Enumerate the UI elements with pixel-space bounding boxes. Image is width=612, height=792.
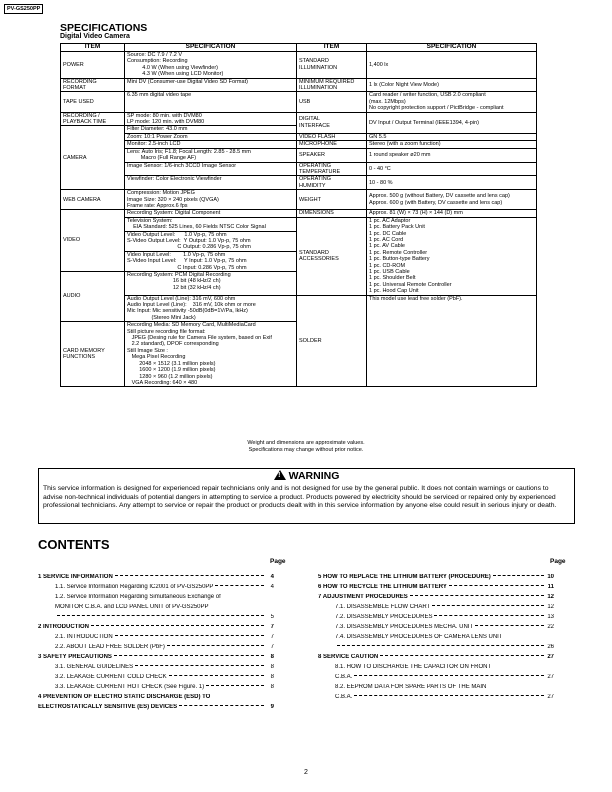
toc-page-number: 12 — [547, 604, 554, 610]
toc-leader — [57, 615, 264, 616]
toc-entry[interactable] — [318, 584, 554, 594]
spec-value-right: Approx. 81 (W) × 73 (H) × 144 (D) mm — [367, 210, 537, 217]
toc-entry-title: 2.2. ABOUT LEAD FREE SOLDER (PbF) — [55, 644, 165, 650]
toc-entry-title: C.B.A. — [335, 694, 353, 700]
toc-page-number: 22 — [547, 624, 554, 630]
contents-title: CONTENTS — [38, 537, 110, 552]
toc-entry[interactable] — [318, 644, 554, 654]
page-label-right: Page — [550, 558, 566, 565]
spec-value-left: Filter Diameter: 43.0 mm — [125, 126, 297, 133]
spec-row — [61, 133, 537, 140]
toc-page-number: 7 — [270, 634, 274, 640]
toc-entry[interactable] — [318, 634, 554, 644]
toc-leader — [475, 625, 544, 626]
spec-value-right: DV Input / Output Terminal (IEEE1394, 4-pin) — [367, 112, 537, 133]
toc-page-number: 8 — [270, 664, 274, 670]
toc-page-number: 13 — [547, 614, 554, 620]
toc-page-number: 7 — [270, 624, 274, 630]
toc-leader — [432, 605, 544, 606]
spec-header-row — [61, 44, 537, 52]
toc-entry[interactable] — [38, 674, 274, 684]
toc-leader — [493, 575, 544, 576]
toc-entry[interactable] — [38, 644, 274, 654]
toc-leader — [354, 675, 544, 676]
spec-value-left: Audio Output Level (Line): 316 mV, 600 ohm Audio Input Level (Line): 316 mV, 10k ohm or more Mic Input: Mic sensitivity -50dB(0dB=1V/Pa, lkHz) (Stereo Mini Jack) — [125, 295, 297, 322]
spec-value-right: 10 - 80 % — [367, 176, 537, 190]
toc-leader — [135, 665, 264, 666]
toc-entry[interactable] — [318, 674, 554, 684]
spec-value-left: Monitor: 2.5-inch LCD — [125, 141, 297, 148]
spec-value-left: Television System: EIA Standard: 525 Lines, 60 Fields NTSC Color Signal — [125, 217, 297, 231]
toc-entry[interactable] — [38, 614, 274, 624]
spec-item-right: DIMENSIONS — [297, 210, 367, 217]
toc-entry[interactable] — [318, 614, 554, 624]
model-label: PV-GS250PP — [4, 4, 43, 14]
toc-page-number: 5 — [270, 614, 274, 620]
spec-item-left: POWER — [61, 52, 125, 79]
toc-entry[interactable] — [38, 654, 274, 664]
spec-item-left: VIDEO — [61, 210, 125, 272]
spec-row — [61, 78, 537, 92]
toc-page-number: 7 — [270, 644, 274, 650]
spec-value-left: Compression: Motion JPEG Image Size: 320 × 240 pixels (QVGA) Frame rate: Approx.6 fps — [125, 190, 297, 210]
header-item-right: ITEM — [297, 44, 367, 52]
toc-page-number: 8 — [270, 674, 274, 680]
spec-value-left: Zoom: 10:1 Power Zoom — [125, 133, 297, 140]
toc-entry-title: 2 INTRODUCTION — [38, 624, 89, 630]
spec-value-right: GN 5.5 — [367, 133, 537, 140]
toc-entry[interactable] — [318, 594, 554, 604]
page-number: 2 — [304, 769, 308, 776]
spec-value-right: 1 pc. AC Adaptor 1 pc. Battery Pack Unit 1 pc. DC Cable 1 pc. AC Cord 1 pc. AV Cable 1 pc. Remote Controller 1 pc. Button-type Battery 1 pc. CD-ROM 1 pc. USB Cable 1 pc. Shoulder Belt 1 pc. Universal Remote Controller 1 pc. Hood Cap Unit — [367, 217, 537, 295]
toc-entry[interactable] — [318, 624, 554, 634]
toc-entry-title: 1 SERVICE INFORMATION — [38, 574, 113, 580]
toc-page-number: 11 — [547, 584, 554, 590]
toc-page-number: 12 — [547, 594, 554, 600]
warning-heading — [39, 470, 574, 482]
toc-entry-title: 3.3. LEAKAGE CURRENT HOT CHECK (See Figure. 1) — [55, 684, 205, 690]
toc-entry[interactable] — [38, 594, 274, 604]
toc-entry[interactable] — [318, 694, 554, 704]
toc-page-number: 27 — [547, 674, 554, 680]
spec-row — [61, 295, 537, 322]
toc-entry[interactable] — [38, 704, 274, 714]
spec-value-left: Recording System: Digital Component — [125, 210, 297, 217]
spec-item-right: MINIMUM REQUIRED ILLUMINATION — [297, 78, 367, 92]
toc-leader — [434, 615, 544, 616]
toc-leader — [449, 585, 544, 586]
specifications-table — [60, 43, 537, 387]
toc-entry[interactable] — [318, 574, 554, 584]
toc-entry-title: C.B.A. — [335, 674, 353, 680]
toc-entry-title: 8 SERVICE CAUTION — [318, 654, 379, 660]
toc-page-number: 27 — [547, 654, 554, 660]
toc-entry[interactable] — [318, 604, 554, 614]
spec-item-left: CAMERA — [61, 126, 125, 190]
spec-value-right: 0 - 40 °C — [367, 162, 537, 176]
spec-item-left: RECORDING / PLAYBACK TIME — [61, 112, 125, 126]
toc-entry-title: 7.2. DISASSEMBLY PROCEDURES — [335, 614, 433, 620]
toc-entry-title: 7.4. DISASSEMBLY PROCEDURES OF CAMERA LENS UNIT — [335, 634, 503, 640]
toc-entry-title: 7.3. DISASSEMBLY PROCEDURES MECHA. UNIT — [335, 624, 474, 630]
spec-row — [61, 52, 537, 79]
spec-row — [61, 112, 537, 126]
toc-page-number: 4 — [270, 574, 274, 580]
spec-row — [61, 210, 537, 217]
toc-right-column — [318, 574, 554, 704]
spec-row — [61, 148, 537, 162]
spec-item-left: WEB CAMERA — [61, 190, 125, 210]
toc-page-number: 4 — [270, 584, 274, 590]
toc-entry[interactable] — [318, 684, 554, 694]
toc-entry-title: 3 SAFETY PRECAUTIONS — [38, 654, 112, 660]
toc-entry-title: 1.2. Service Information Regarding Simultaneous Exchange of — [55, 594, 221, 600]
spec-value-left: 6.35 mm digital video tape — [125, 92, 297, 112]
warning-triangle-icon — [274, 470, 286, 480]
warning-title: WARNING — [288, 470, 340, 482]
toc-leader — [115, 635, 264, 636]
page-label-left: Page — [270, 558, 286, 565]
spec-value-left: Recording Media: SD Memory Card, MultiMediaCard Still picture recording file format: JPEG (Desing rule for Camera File system, based on Exif 2.2 standard), DPOF corresponding Still Image Size : Mega Pixel Recording 2048 × 1512 (3.1 million pixels) 1600 × 1200 (1.9 million pixels) 1280 × 960 (1.2 million pixels) VGA Recording: 640 × 480 — [125, 322, 297, 387]
toc-entry-title: MONITOR C.B.A. and LCD PANEL UNIT of PV-GS250PP — [55, 604, 209, 610]
toc-entry[interactable] — [38, 634, 274, 644]
toc-entry-title: 1.1. Service Information Regarding IC2001 of PV-GS250PP — [55, 584, 214, 590]
toc-entry-title: 7 ADJUSTMENT PROCEDURES — [318, 594, 408, 600]
toc-entry[interactable] — [38, 574, 274, 584]
toc-leader — [410, 595, 544, 596]
toc-leader — [215, 585, 264, 586]
toc-leader — [206, 685, 264, 686]
toc-entry-title: 2.1. INTRODUCTION — [55, 634, 113, 640]
toc-leader — [337, 645, 544, 646]
spec-value-left: SP mode: 80 min. with DVM80 LP mode: 120 min. with DVM80 — [125, 112, 297, 126]
toc-entry-title: 3.2. LEAKAGE CURRENT COLD CHECK — [55, 674, 167, 680]
spec-value-right: Card reader / writer function, USB 2.0 compliant (max. 12Mbps) No copyright protection support / PictBridge - compliant — [367, 92, 537, 112]
spec-value-right: 1 lx (Color Night View Mode) — [367, 78, 537, 92]
toc-entry-title: 6 HOW TO RECYCLE THE LITHIUM BATTERY — [318, 584, 447, 590]
toc-leader — [354, 695, 544, 696]
spec-item-right: DIGITAL INTERFACE — [297, 112, 367, 133]
toc-entry[interactable] — [38, 604, 274, 614]
toc-page-number: 27 — [547, 694, 554, 700]
spec-value-left: Lens: Auto Iris; F1.8; Focal Length: 2.85 - 28.5 mm Macro (Full Range AF) — [125, 148, 297, 162]
spec-item-right: MICROPHONE — [297, 141, 367, 148]
spec-value-left: Mini DV (Consumer-use Digital Video SD Format) — [125, 78, 297, 92]
spec-value-left: Viewfinder: Color Electronic Viewfinder — [125, 176, 297, 190]
spec-value-left: Image Sensor: 1/6-inch 3CCD Image Sensor — [125, 162, 297, 176]
spec-value-left: Video Input Level: 1.0 Vp-p, 75 ohm S-Video Input Level: Y Input: 1.0 Vp-p, 75 ohm C Input: 0.286 Vp-p, 75 ohm — [125, 251, 297, 271]
spec-item-right: USB — [297, 92, 367, 112]
spec-item-right: STANDARD ACCESSORIES — [297, 217, 367, 295]
header-spec-left: SPECIFICATION — [125, 44, 297, 52]
toc-entry[interactable] — [38, 684, 274, 694]
spec-value-left: Video Output Level: 1.0 Vp-p, 75 ohm S-Video Output Level: Y Output: 1.0 Vp-p, 75 ohm C Output: 0.286 Vp-p, 75 ohm — [125, 231, 297, 251]
toc-entry[interactable] — [38, 664, 274, 674]
toc-entry-title: 8.2. EEPROM DATA FOR SPARE PARTS OF THE MAIN — [335, 684, 487, 690]
note-approximate: Weight and dimensions are approximate values. — [247, 440, 365, 446]
toc-page-number: 8 — [270, 654, 274, 660]
toc-entry[interactable] — [38, 694, 274, 704]
spec-row — [61, 141, 537, 148]
spec-item-right: WEIGHT — [297, 190, 367, 210]
warning-text: This service information is designed for experienced repair technicians only and is not designed for use by the general public. It does not contain warnings or cautions to advise non-technical individuals of potential dangers in attempting to service a product. Products powered by electricity should be serviced or repaired only by experienced professional technicians. Any attempt to service or repair the product or products dealt with in this service information by anyone else could result in serious injury or death. — [43, 485, 557, 510]
toc-leader — [114, 655, 264, 656]
spec-row — [61, 176, 537, 190]
spec-item-right: VIDEO FLASH — [297, 133, 367, 140]
header-spec-right: SPECIFICATION — [367, 44, 537, 52]
spec-value-left: Source: DC 7.9 / 7.2 V Consumption: Recording 4.0 W (When using Viewfinder) 4.3 W (When using LCD Monitor) — [125, 52, 297, 79]
spec-value-left: Recording System: PCM Digital Recording 16 bit (48 kHz/2 ch) 12 bit (32 kHz/4 ch) — [125, 272, 297, 296]
spec-value-right: 1,400 lx — [367, 52, 537, 79]
spec-item-right: OPERATING TEMPERATURE — [297, 162, 367, 176]
spec-row — [61, 162, 537, 176]
spec-value-right: 1 round speaker ø20 mm — [367, 148, 537, 162]
toc-page-number: 10 — [547, 574, 554, 580]
spec-item-right: SOLDER — [297, 295, 367, 387]
spec-item-left: TAPE USED — [61, 92, 125, 112]
spec-value-right: Approx. 500 g (without Battery, DV cassette and lens cap) Approx. 600 g (with Battery, DV cassette and lens cap) — [367, 190, 537, 210]
spec-item-left: AUDIO — [61, 272, 125, 322]
toc-page-number: 9 — [270, 704, 274, 710]
spec-row — [61, 92, 537, 112]
toc-entry-title: 8.1. HOW TO DISCHARGE THE CAPACITOR ON FRONT — [335, 664, 492, 670]
toc-leader — [91, 625, 264, 626]
spec-item-left: RECORDING FORMAT — [61, 78, 125, 92]
header-item-left: ITEM — [61, 44, 125, 52]
spec-item-right: OPERATING HUMIDITY — [297, 176, 367, 190]
toc-entry-title: 5 HOW TO REPLACE THE LITHIUM BATTERY (PROCEDURE) — [318, 574, 491, 580]
toc-entry[interactable] — [318, 664, 554, 674]
toc-entry-title: 7.1. DISASSEMBLE FLOW CHART — [335, 604, 431, 610]
toc-page-number: 8 — [270, 684, 274, 690]
toc-page-number: 26 — [547, 644, 554, 650]
spec-row — [61, 217, 537, 231]
toc-left-column — [38, 574, 274, 714]
warning-box — [38, 468, 575, 524]
toc-leader — [179, 705, 264, 706]
toc-entry[interactable] — [318, 654, 554, 664]
toc-leader — [115, 575, 264, 576]
toc-leader — [380, 655, 544, 656]
toc-leader — [169, 675, 264, 676]
section-subtitle: Digital Video Camera — [60, 33, 130, 40]
toc-leader — [167, 645, 264, 646]
spec-item-left: CARD MEMORY FUNCTIONS — [61, 322, 125, 387]
spec-item-right: STANDARD ILLUMINATION — [297, 52, 367, 79]
toc-entry[interactable] — [38, 584, 274, 594]
page-title: SPECIFICATIONS — [60, 22, 148, 34]
spec-item-right: SPEAKER — [297, 148, 367, 162]
toc-entry[interactable] — [38, 624, 274, 634]
toc-entry-title: ELECTROSTATICALLY SENSITIVE (ES) DEVICES — [38, 704, 178, 710]
spec-value-right: Stereo (with a zoom function) — [367, 141, 537, 148]
note-change: Specifications may change without prior notice. — [248, 447, 364, 453]
spec-value-right: This model use lead free solder (PbF). — [367, 295, 537, 387]
toc-entry-title: 3.1. GENERAL GUIDELINES — [55, 664, 134, 670]
spec-row — [61, 190, 537, 210]
toc-entry-title: 4 PREVENTION OF ELECTRO STATIC DISCHARGE (ESD) TO — [38, 694, 211, 700]
